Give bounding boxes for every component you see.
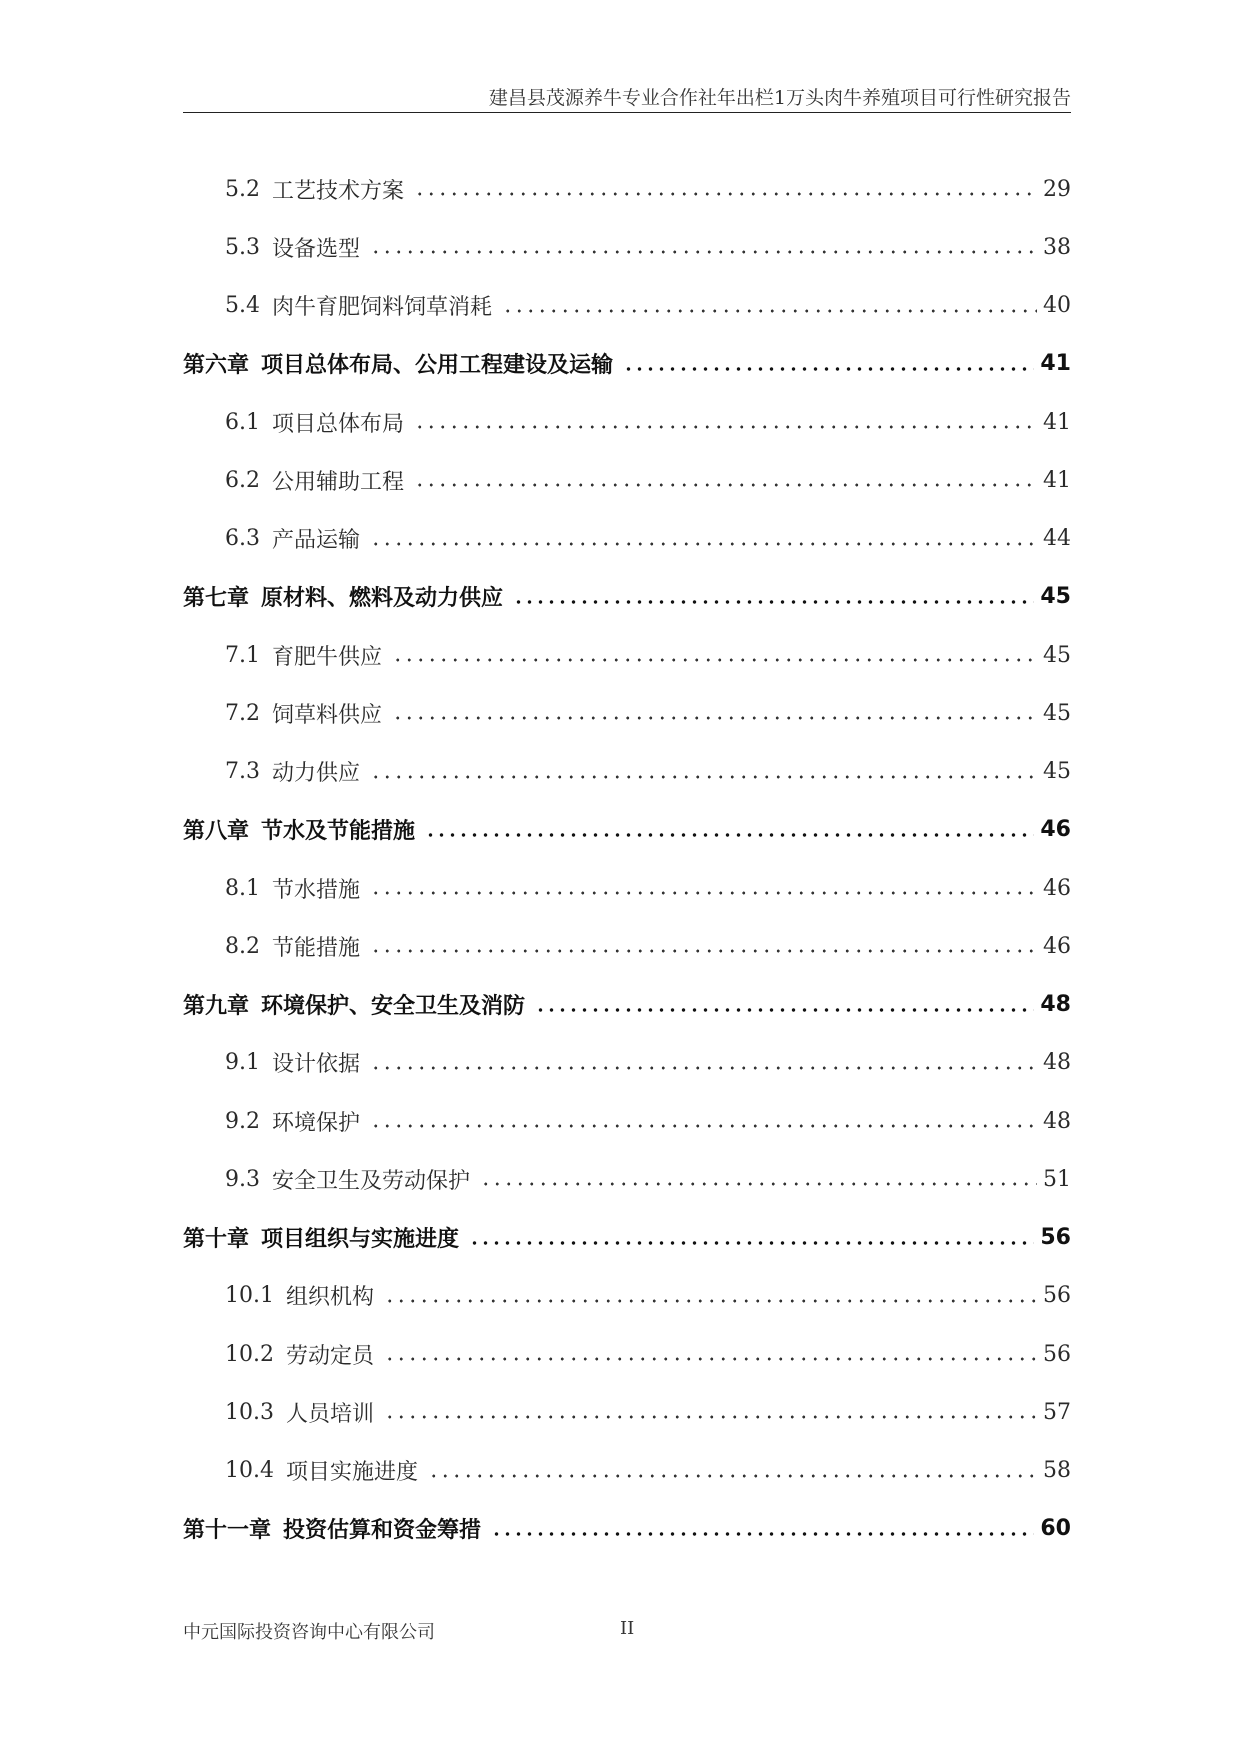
toc-entry-number: 第八章 [183,819,250,845]
toc-section-entry[interactable] [183,1034,1071,1092]
toc-entry-page: 38 [1043,234,1071,260]
toc-entry-number: 5.4 [225,293,260,319]
toc-entry-page: 56 [1043,1283,1071,1309]
toc-entry-title: 节水措施 [272,877,361,903]
toc-dot-leader [491,1532,1034,1536]
toc-section-entry[interactable] [183,160,1071,218]
toc-entry-title: 工艺技术方案 [272,178,405,204]
toc-entry-number: 7.3 [225,759,260,785]
footer-page-number: II [620,1618,635,1639]
toc-entry-number: 6.1 [225,409,260,435]
toc-dot-leader [392,658,1037,662]
report-title: 建昌县茂源养牛专业合作社年出栏1万头肉牛养殖项目可行性研究报告 [488,87,1071,109]
toc-entry-page: 41 [1043,409,1071,435]
toc-chapter-entry[interactable] [183,801,1071,859]
toc-entry-page: 40 [1043,293,1071,319]
toc-dot-leader [384,1357,1037,1361]
toc-entry-number: 10.3 [225,1399,274,1425]
toc-entry-page: 57 [1043,1399,1071,1425]
toc-entry-title: 肉牛育肥饲料饲草消耗 [272,295,493,321]
toc-dot-leader [469,1241,1034,1245]
toc-entry-page: 41 [1043,467,1071,493]
toc-entry-title: 公用辅助工程 [272,469,405,495]
toc-entry-title: 设计依据 [272,1052,361,1078]
toc-entry-page: 58 [1043,1458,1071,1484]
toc-entry-page: 44 [1043,526,1071,552]
toc-entry-number: 7.2 [225,700,260,726]
toc-entry-number: 第十章 [183,1227,250,1253]
toc-dot-leader [370,250,1037,254]
toc-section-entry[interactable] [183,510,1071,568]
toc-section-entry[interactable] [183,393,1071,451]
toc-dot-leader [480,1182,1037,1186]
toc-entry-page: 45 [1043,759,1071,785]
toc-entry-page: 41 [1040,351,1071,377]
toc-dot-leader [502,309,1037,313]
toc-entry-title: 安全卫生及劳动保护 [272,1168,471,1194]
toc-dot-leader [370,949,1037,953]
toc-chapter-entry[interactable] [183,976,1071,1034]
toc-section-entry[interactable] [183,218,1071,276]
table-of-contents [183,160,1071,1558]
toc-dot-leader [370,1066,1037,1070]
toc-entry-number: 6.3 [225,526,260,552]
toc-entry-number: 7.1 [225,642,260,668]
toc-section-entry[interactable] [183,1092,1071,1150]
toc-section-entry[interactable] [183,917,1071,975]
toc-entry-number: 8.1 [225,875,260,901]
toc-entry-title: 节水及节能措施 [261,819,416,845]
toc-dot-leader [623,367,1034,371]
toc-entry-title: 设备选型 [272,236,361,262]
toc-entry-title: 环境保护、安全卫生及消防 [261,994,526,1020]
toc-chapter-entry[interactable] [183,1209,1071,1267]
toc-entry-page: 56 [1043,1341,1071,1367]
toc-entry-number: 第六章 [183,353,250,379]
toc-chapter-entry[interactable] [183,568,1071,626]
toc-entry-page: 46 [1040,817,1071,843]
toc-entry-title: 项目总体布局 [272,411,405,437]
toc-section-entry[interactable] [183,626,1071,684]
toc-entry-number: 10.1 [225,1283,274,1309]
toc-chapter-entry[interactable] [183,335,1071,393]
toc-entry-title: 人员培训 [285,1401,374,1427]
toc-entry-page: 45 [1043,700,1071,726]
toc-dot-leader [428,1474,1037,1478]
toc-dot-leader [384,1299,1037,1303]
toc-dot-leader [370,1124,1037,1128]
toc-entry-title: 节能措施 [272,935,361,961]
toc-dot-leader [414,192,1037,196]
toc-section-entry[interactable] [183,451,1071,509]
page-header [183,84,1071,113]
toc-entry-title: 项目实施进度 [285,1460,418,1486]
toc-entry-title: 组织机构 [285,1285,374,1311]
toc-entry-title: 原材料、燃料及动力供应 [261,586,504,612]
toc-entry-page: 48 [1043,1108,1071,1134]
toc-entry-number: 10.4 [225,1458,274,1484]
toc-entry-number: 第九章 [183,994,250,1020]
toc-section-entry[interactable] [183,1267,1071,1325]
toc-entry-page: 46 [1043,933,1071,959]
toc-entry-page: 48 [1043,1050,1071,1076]
toc-dot-leader [513,600,1034,604]
toc-entry-page: 48 [1040,992,1071,1018]
toc-entry-page: 46 [1043,875,1071,901]
toc-dot-leader [414,425,1037,429]
toc-entry-title: 育肥牛供应 [272,644,383,670]
toc-entry-number: 6.2 [225,467,260,493]
toc-dot-leader [370,775,1037,779]
toc-entry-title: 项目总体布局、公用工程建设及运输 [261,353,614,379]
toc-dot-leader [414,483,1037,487]
toc-dot-leader [535,1008,1034,1012]
toc-entry-page: 29 [1043,176,1071,202]
toc-entry-page: 45 [1043,642,1071,668]
toc-entry-page: 45 [1040,584,1071,610]
toc-section-entry[interactable] [183,859,1071,917]
toc-section-entry[interactable] [183,1442,1071,1500]
toc-entry-number: 5.2 [225,176,260,202]
toc-section-entry[interactable] [183,277,1071,335]
toc-dot-leader [370,542,1037,546]
toc-entry-title: 饲草料供应 [272,702,383,728]
toc-section-entry[interactable] [183,743,1071,801]
toc-entry-number: 9.3 [225,1166,260,1192]
toc-dot-leader [384,1415,1037,1419]
toc-entry-number: 第十一章 [183,1518,272,1544]
toc-entry-title: 投资估算和资金筹措 [283,1518,482,1544]
toc-entry-page: 60 [1040,1516,1071,1542]
toc-entry-title: 动力供应 [272,761,361,787]
toc-section-entry[interactable] [183,1383,1071,1441]
toc-entry-title: 项目组织与实施进度 [261,1227,460,1253]
toc-entry-page: 51 [1043,1166,1071,1192]
toc-entry-number: 10.2 [225,1341,274,1367]
toc-entry-number: 8.2 [225,933,260,959]
footer-company: 中元国际投资咨询中心有限公司 [183,1622,435,1643]
toc-section-entry[interactable] [183,1325,1071,1383]
toc-dot-leader [425,833,1034,837]
toc-chapter-entry[interactable] [183,1500,1071,1558]
toc-entry-number: 9.1 [225,1050,260,1076]
toc-entry-title: 劳动定员 [285,1343,374,1369]
toc-entry-page: 56 [1040,1225,1071,1251]
toc-entry-number: 5.3 [225,234,260,260]
toc-entry-number: 9.2 [225,1108,260,1134]
toc-entry-title: 环境保护 [272,1110,361,1136]
toc-section-entry[interactable] [183,1150,1071,1208]
toc-entry-title: 产品运输 [272,528,361,554]
toc-entry-number: 第七章 [183,586,250,612]
toc-dot-leader [370,891,1037,895]
toc-dot-leader [392,716,1037,720]
toc-section-entry[interactable] [183,684,1071,742]
